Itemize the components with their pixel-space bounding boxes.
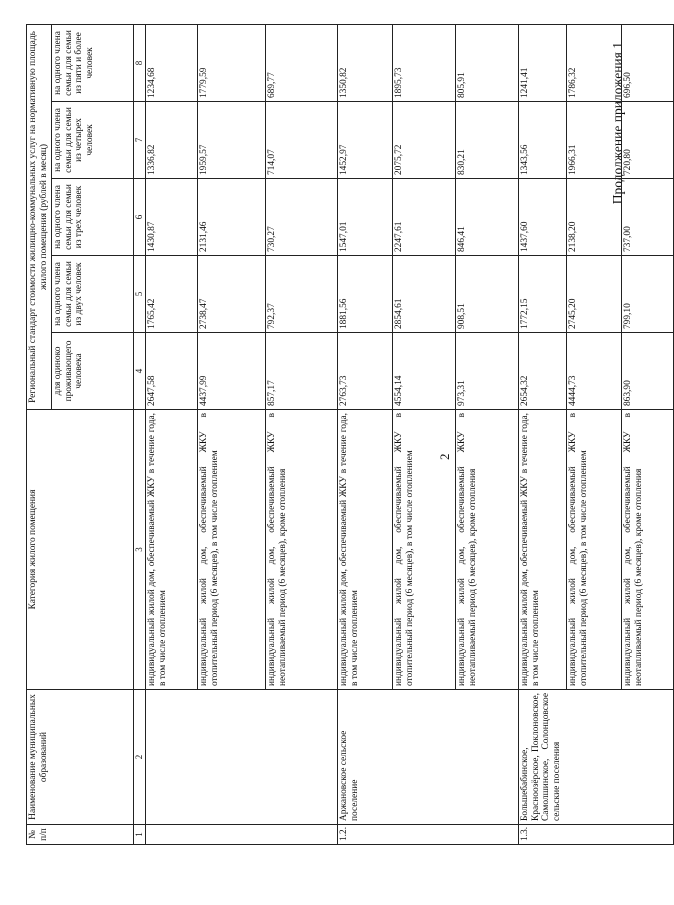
row-value: 1343,56 <box>519 102 567 179</box>
row-value: 1786,32 <box>567 25 622 102</box>
row-value: 689,77 <box>266 25 338 102</box>
page-number: 2 <box>437 453 452 460</box>
row-value: 2763,73 <box>338 333 393 410</box>
col-number: 3 <box>134 410 146 690</box>
row-value: 2745,20 <box>567 256 622 333</box>
col-number: 8 <box>134 25 146 102</box>
row-value: 2854,61 <box>393 256 456 333</box>
row-value: 1350,82 <box>338 25 393 102</box>
header-standard: Региональный стандарт стоимости жилищно-коммунальных услуг на нормативную площадь жилого помещения (рублей в месяц) <box>27 25 52 410</box>
row-value: 1772,15 <box>519 256 567 333</box>
row-value: 1959,57 <box>198 102 266 179</box>
row-value: 730,27 <box>266 179 338 256</box>
continuation-title: Продолжение приложения 1 <box>610 42 625 205</box>
row-name: Большебабинское, Красноозёрское, Поклоновское, Самолшинское, Солонцовское сельские поселения <box>519 690 674 825</box>
row-category: индивидуальный жилой дом, обеспечиваемый ЖКУ в отопительный период (6 месяцев), в том числе отоплением <box>198 410 266 690</box>
row-value: 737,00 <box>622 179 674 256</box>
col-number: 4 <box>134 333 146 410</box>
row-value: 4444,73 <box>567 333 622 410</box>
row-value: 805,91 <box>456 25 519 102</box>
row-value: 1452,97 <box>338 102 393 179</box>
row-value: 2247,61 <box>393 179 456 256</box>
header-name: Наименование муниципальных образований <box>27 690 134 825</box>
row-value: 4437,99 <box>198 333 266 410</box>
header-no: № п/п <box>27 825 134 845</box>
header-category: Категория жилого помещения <box>27 410 134 690</box>
standard-table <box>26 24 674 845</box>
table-row <box>338 25 393 845</box>
row-value: 1895,73 <box>393 25 456 102</box>
row-value: 863,90 <box>622 333 674 410</box>
row-value: 1881,56 <box>338 256 393 333</box>
header-sub: для одиноко проживающего человека <box>52 333 134 410</box>
row-category: индивидуальный жилой дом, обеспечиваемый ЖКУ в течение года, в том числе отоплением <box>519 410 567 690</box>
row-value: 720,80 <box>622 102 674 179</box>
row-category: индивидуальный жилой дом, обеспечиваемый ЖКУ в неотапливаемый период (6 месяцев), кроме отопления <box>622 410 674 690</box>
row-value: 2654,32 <box>519 333 567 410</box>
row-value: 714,07 <box>266 102 338 179</box>
row-value: 1437,60 <box>519 179 567 256</box>
row-value: 846,41 <box>456 179 519 256</box>
row-value: 792,37 <box>266 256 338 333</box>
row-no: 1.2. <box>338 825 519 845</box>
header-sub: на одного члена семьи для семьи из четырех человек <box>52 102 134 179</box>
col-number: 2 <box>134 690 146 825</box>
row-no <box>146 825 338 845</box>
row-value: 2738,47 <box>198 256 266 333</box>
col-number: 7 <box>134 102 146 179</box>
row-value: 1430,87 <box>146 179 198 256</box>
row-value: 1241,41 <box>519 25 567 102</box>
col-number: 5 <box>134 256 146 333</box>
row-value: 1966,31 <box>567 102 622 179</box>
row-name <box>146 690 338 825</box>
header-sub: на одного члена семьи для семьи из трех человек <box>52 179 134 256</box>
header-sub: на одного члена семьи для семьи из пяти и более человек <box>52 25 134 102</box>
table-row <box>519 25 567 845</box>
row-value: 2131,46 <box>198 179 266 256</box>
row-value: 4554,14 <box>393 333 456 410</box>
row-value: 973,31 <box>456 333 519 410</box>
row-value: 1765,42 <box>146 256 198 333</box>
table-row <box>146 25 198 845</box>
row-value: 2075,72 <box>393 102 456 179</box>
row-category: индивидуальный жилой дом, обеспечиваемый ЖКУ в течение года, в том числе отоплением <box>146 410 198 690</box>
row-value: 1547,01 <box>338 179 393 256</box>
row-value: 857,17 <box>266 333 338 410</box>
row-category: индивидуальный жилой дом, обеспечиваемый ЖКУ в отопительный период (6 месяцев), в том числе отоплением <box>567 410 622 690</box>
row-value: 830,21 <box>456 102 519 179</box>
row-value: 1336,82 <box>146 102 198 179</box>
row-name: Аржановское сельское поселение <box>338 690 519 825</box>
row-value: 799,10 <box>622 256 674 333</box>
row-category: индивидуальный жилой дом, обеспечиваемый ЖКУ в отопительный период (6 месяцев), в том числе отоплением <box>393 410 456 690</box>
row-category: индивидуальный жилой дом, обеспечиваемый ЖКУ в неотапливаемый период (6 месяцев), кроме отопления <box>266 410 338 690</box>
row-value: 908,51 <box>456 256 519 333</box>
row-category: индивидуальный жилой дом, обеспечиваемый ЖКУ в неотапливаемый период (6 месяцев), кроме отопления <box>456 410 519 690</box>
row-value: 696,50 <box>622 25 674 102</box>
col-number: 1 <box>134 825 146 845</box>
row-no: 1.3. <box>519 825 674 845</box>
row-value: 2138,20 <box>567 179 622 256</box>
header-sub: на одного члена семьи для семьи из двух человек <box>52 256 134 333</box>
row-value: 1234,68 <box>146 25 198 102</box>
col-number: 6 <box>134 179 146 256</box>
row-value: 2647,58 <box>146 333 198 410</box>
row-value: 1779,59 <box>198 25 266 102</box>
row-category: индивидуальный жилой дом, обеспечиваемый ЖКУ в течение года, в том числе отоплением <box>338 410 393 690</box>
